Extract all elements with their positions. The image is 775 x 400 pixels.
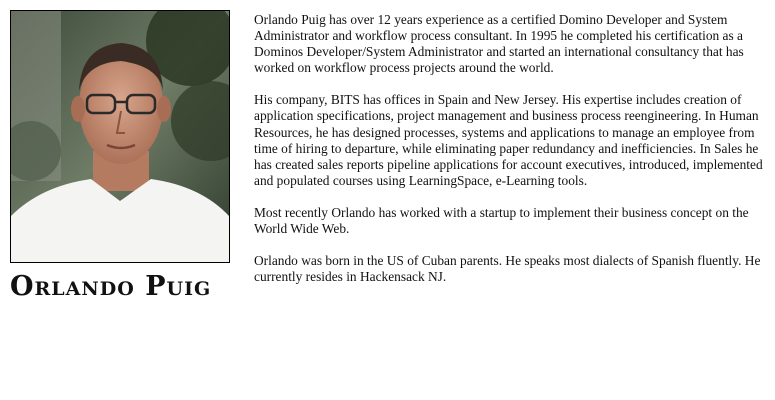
profile-name: Orlando Puig — [10, 271, 212, 302]
profile-photo — [10, 10, 230, 263]
bio-paragraph: Most recently Orlando has worked with a startup to implement their business concept on the World Wide Web. — [254, 204, 749, 237]
profile-bio — [254, 12, 769, 301]
bio-paragraph: His company, BITS has offices in Spain and New Jersey. His expertise includes creation of application specifications, project management and business process reengineering. In Human Resources, he has designed processes, systems and applications to manage an employee from time of hiring to departure, while eliminating paper redundancy and inefficiencies. In Sales he has created sales reports pipeline applications for account executives, introduced, implemented and populated courses using LearningSpace, e-Learning tools. — [254, 92, 763, 188]
bio-paragraph: Orlando Puig has over 12 years experience as a certified Domino Developer and System Administrator and workflow process consultant. In 1995 he completed his certification as a Dominos Developer/System Administrator and started an international consultancy that has worked on workflow process projects around the world. — [254, 12, 744, 76]
bio-paragraph: Orlando was born in the US of Cuban parents. He speaks most dialects of Spanish fluently. He currently resides in Hackensack NJ. — [254, 253, 761, 285]
portrait-photo-icon — [11, 11, 229, 262]
